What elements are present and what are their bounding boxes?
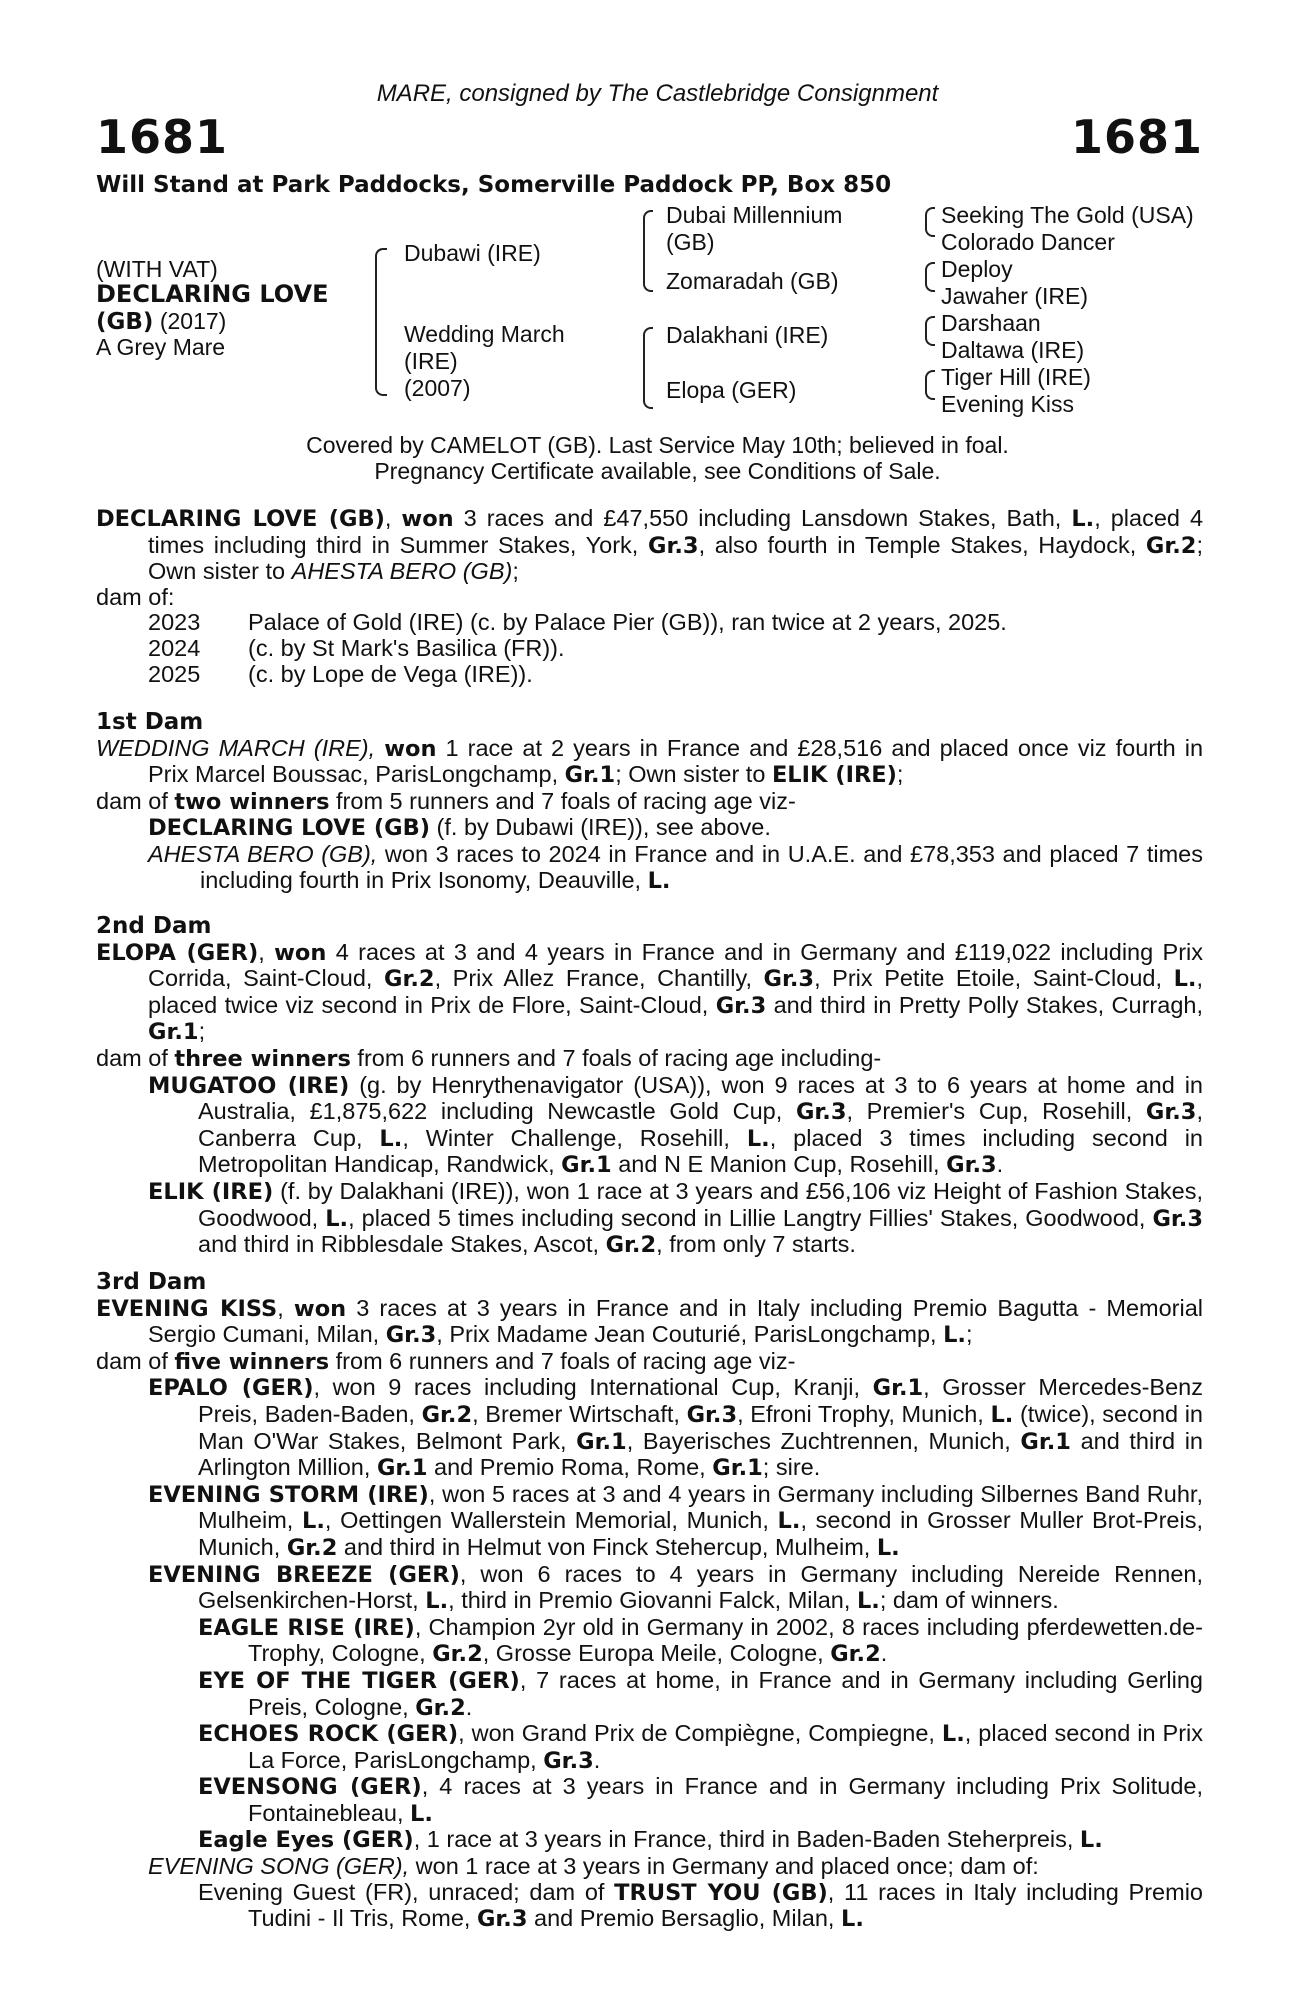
grandchild-echoes-rock	[198, 1721, 1203, 1774]
first-dam-dam-of	[96, 789, 1203, 816]
child-name: ELIK (IRE)	[148, 1178, 274, 1205]
second-dam-won: won	[274, 939, 327, 966]
grade: L.	[841, 1906, 864, 1933]
summary-gr2: Gr.2	[1145, 532, 1197, 559]
t: , placed 5 times including second in Lillie Langtry Fillies' Stakes, Goodwood,	[348, 1204, 1153, 1231]
brace-g2	[925, 221, 935, 237]
child-name: AHESTA BERO (GB),	[148, 840, 378, 867]
ped-sire-sire	[666, 202, 842, 256]
summary-dam-of: dam of:	[96, 583, 175, 610]
summary-text-1: 3 races and £47,550 including Lansdown Stakes, Bath,	[453, 505, 1072, 531]
t: , second in Grosser Muller Brot-Preis, Munich,	[198, 1507, 1203, 1560]
ped-g6: Daltawa (IRE)	[941, 337, 1085, 363]
horse-vat: (WITH VAT)	[96, 256, 218, 282]
lot-number-left: 1681	[96, 110, 229, 164]
third-dam-heading: 3rd Dam	[96, 1269, 207, 1295]
grade: L.	[941, 1721, 965, 1748]
second-dam-heading: 2nd Dam	[96, 913, 212, 939]
summary-text-2: , placed 4 times including third in Summer Stakes, York,	[148, 505, 1204, 558]
t: , third in Premio Giovanni Falck, Milan,	[448, 1587, 857, 1614]
t: , Oettingen Wallerstein Memorial, Munich,	[324, 1507, 778, 1534]
t: and third in Arlington Million,	[198, 1427, 1203, 1481]
summary-text-5: ;	[512, 558, 519, 585]
t: 4 races at 3 and 4 years in France and in Germany and £119,022 including Prix Corrida, Saint-Cloud,	[148, 938, 1203, 992]
third-dam-winners: five winners	[174, 1348, 330, 1375]
t: .	[880, 1640, 888, 1667]
t: , Bayerisches Zuchtrennen, Munich,	[626, 1427, 1021, 1454]
t: , 4 races at 3 years in France and in Germany including Prix Solitude, Fontainebleau,	[248, 1773, 1203, 1826]
t: , placed 3 times including second in Metropolitan Handicap, Randwick,	[198, 1124, 1203, 1178]
grade: Gr.2	[415, 1694, 466, 1721]
t: (twice), second in Man O'War Stakes, Belmont Park,	[198, 1400, 1203, 1454]
t: , Premier's Cup, Rosehill,	[846, 1098, 1146, 1125]
ped-g3: Deploy	[941, 256, 1013, 282]
grade: L.	[777, 1508, 801, 1535]
ped-g1: Seeking The Gold (USA)	[941, 202, 1194, 228]
child-name: EVENING STORM (IRE)	[148, 1481, 429, 1508]
t: ; dam of winners.	[879, 1587, 1059, 1614]
t: ,	[277, 1294, 294, 1321]
covered-note	[0, 432, 1315, 484]
grade: Gr.2	[830, 1641, 881, 1668]
first-dam-child-2	[148, 842, 1203, 894]
grade: L.	[379, 1125, 403, 1152]
grade: L.	[943, 1322, 966, 1349]
t: , Grosser Mercedes-Benz Preis, Baden-Baden,	[198, 1374, 1203, 1427]
second-dam-paragraph	[96, 940, 1203, 1046]
child-name: EVENSONG (GER)	[198, 1774, 422, 1801]
t: , 7 races at home, in France and in Germany including Gerling Preis, Cologne,	[248, 1666, 1203, 1720]
brace-dam	[375, 332, 387, 396]
t: and Premio Bersaglio, Milan,	[527, 1905, 841, 1932]
child-name: EPALO (GER)	[148, 1375, 314, 1402]
brace-sire	[375, 248, 387, 334]
third-dam-section	[96, 1270, 1203, 1933]
ped-g7: Tiger Hill (IRE)	[941, 364, 1091, 390]
t: (f. by Dalakhani (IRE)), won 1 race at 3 years and £56,106 viz Height of Fashion Stakes, Goodwood,	[198, 1177, 1204, 1231]
ped-dam-dam: Elopa (GER)	[666, 377, 797, 403]
second-dam-dam-of	[96, 1046, 1203, 1073]
child-name: EVENING SONG (GER),	[148, 1853, 410, 1880]
ped-sire-sire-name: Dubai Millennium	[666, 202, 843, 228]
child-name: EAGLE RISE (IRE)	[198, 1614, 415, 1641]
child-name: EYE OF THE TIGER (GER)	[198, 1667, 520, 1694]
ped-g4: Jawaher (IRE)	[941, 283, 1088, 309]
grade: L.	[990, 1401, 1014, 1428]
produce-year: 2024	[148, 634, 201, 661]
ped-dam-year: (2007)	[404, 375, 471, 401]
consignment-subtitle: MARE, consigned by The Castlebridge Consignment	[376, 80, 939, 107]
grandchild-eagle-rise	[198, 1615, 1203, 1668]
ped-g2: Colorado Dancer	[941, 229, 1115, 255]
t: , won 6 races to 4 years in Germany including Nereide Rennen, Gelsenkirchen-Horst,	[198, 1560, 1203, 1614]
grade: Gr.3	[795, 1099, 847, 1126]
child-evening-song	[148, 1854, 1203, 1880]
first-dam-text-2: ; Own sister to	[615, 761, 772, 788]
t: ;	[965, 1321, 973, 1348]
t: , Grosse Europa Meile, Cologne,	[482, 1640, 831, 1667]
ped-dam-origin: (IRE)	[404, 348, 458, 374]
grade: L.	[425, 1588, 449, 1615]
first-dam-winners: two winners	[174, 788, 330, 815]
summary-text-3: , also fourth in Temple Stakes, Haydock,	[698, 531, 1146, 558]
produce-row	[96, 610, 1203, 636]
child-evening-breeze	[148, 1562, 1203, 1615]
brace-sd	[643, 250, 653, 292]
grade: Gr.3	[476, 1906, 528, 1933]
t: dam of	[96, 1347, 175, 1374]
grade: Gr.1	[148, 1019, 199, 1046]
produce-year: 2025	[148, 660, 201, 687]
t: ;	[198, 1018, 206, 1045]
location-line: Will Stand at Park Paddocks, Somerville Paddock PP, Box 850	[96, 172, 892, 198]
t: .	[465, 1693, 473, 1720]
t: , won 5 races at 3 and 4 years in Germany including Silbernes Band Ruhr, Mulheim,	[198, 1480, 1203, 1534]
grandchild-eagle-eyes	[198, 1827, 1203, 1854]
first-dam-dam-of-b: from 5 runners and 7 foals of racing age viz-	[329, 787, 796, 814]
t: (g. by Henrythenavigator (USA)), won 9 races at 3 to 6 years at home and in Australia, £1,875,622 including Newcastle Gold Cup,	[198, 1071, 1203, 1125]
ped-g8: Evening Kiss	[941, 391, 1074, 417]
grade: Gr.1	[576, 1428, 627, 1455]
second-dam-child-mugatoo	[148, 1073, 1203, 1179]
summary-won: won	[401, 506, 454, 532]
grade: Gr.2	[286, 1534, 338, 1561]
brace-ds	[643, 327, 653, 373]
t: ; sire.	[762, 1454, 821, 1481]
second-dam-section	[96, 914, 1203, 1259]
grade: Gr.2	[384, 966, 435, 993]
second-dam-child-elik	[148, 1179, 1203, 1259]
lot-number-right: 1681	[1070, 110, 1203, 164]
first-dam-name: WEDDING MARCH (IRE),	[96, 734, 376, 761]
first-dam-won: won	[384, 735, 437, 762]
t: , 11 races in Italy including Premio Tudini - Il Tris, Rome,	[248, 1878, 1203, 1932]
t: and N E Manion Cup, Rosehill,	[611, 1151, 947, 1178]
brace-g8	[925, 384, 935, 400]
grade: Gr.3	[715, 992, 767, 1019]
produce-text: Palace of Gold (IRE) (c. by Palace Pier (GB)), ran twice at 2 years, 2025.	[248, 609, 1007, 636]
t: won 1 race at 3 years in Germany and placed once; dam of:	[409, 1853, 1039, 1880]
covered-line-1: Covered by CAMELOT (GB). Last Service May 10th; believed in foal.	[306, 432, 1009, 458]
child-name: TRUST YOU (GB)	[614, 1879, 828, 1906]
child-name: Eagle Eyes (GER)	[198, 1827, 414, 1854]
t: 3 races at 3 years in France and in Italy including Premio Bagutta - Memorial Sergio Cumani, Milan,	[148, 1294, 1203, 1348]
t: dam of	[96, 1044, 175, 1071]
grade: L.	[856, 1588, 880, 1615]
ped-g5: Darshaan	[941, 310, 1041, 336]
grade: Gr.2	[432, 1641, 483, 1668]
t: , from only 7 starts.	[656, 1231, 856, 1258]
second-dam-name: ELOPA (GER)	[96, 939, 259, 966]
produce-text: (c. by Lope de Vega (IRE)).	[248, 660, 533, 687]
ped-sire: Dubawi (IRE)	[404, 240, 541, 266]
third-dam-dam-of	[96, 1349, 1203, 1376]
t: from 6 runners and 7 foals of racing age viz-	[329, 1347, 796, 1374]
horse-name: DECLARING LOVE	[96, 280, 329, 308]
summary-sister: AHESTA BERO (GB)	[291, 558, 513, 585]
produce-row	[96, 662, 1203, 688]
child-evening-storm	[148, 1482, 1203, 1562]
second-dam-winners: three winners	[174, 1045, 351, 1072]
t: , Prix Madame Jean Couturié, ParisLongchamp,	[436, 1321, 944, 1348]
t: , Prix Petite Etoile, Saint-Cloud,	[814, 965, 1174, 992]
ped-dam	[404, 321, 565, 402]
first-dam-child-1	[148, 815, 1203, 842]
t: and third in Pretty Polly Stakes, Curragh,	[766, 991, 1203, 1018]
t: , Efroni Trophy, Munich,	[737, 1400, 991, 1427]
summary-horse-name: DECLARING LOVE (GB)	[96, 506, 385, 532]
ped-dam-name: Wedding March	[404, 321, 565, 347]
third-dam-name: EVENING KISS	[96, 1295, 278, 1322]
grade: Gr.3	[946, 1152, 997, 1179]
grade: L.	[1079, 1827, 1103, 1854]
horse-description: A Grey Mare	[96, 334, 226, 360]
grade: L.	[1173, 966, 1197, 993]
t: , Winter Challenge, Rosehill,	[402, 1124, 747, 1151]
grade: Gr.1	[872, 1375, 924, 1402]
t: , Bremer Wirtschaft,	[472, 1400, 687, 1427]
ped-dam-sire: Dalakhani (IRE)	[666, 322, 829, 348]
t: and third in Helmut von Finck Stehercup, Mulheim,	[337, 1533, 877, 1560]
t: .	[996, 1151, 1004, 1178]
grandchild-evensong	[198, 1774, 1203, 1827]
summary-section	[96, 506, 1203, 687]
ped-sire-dam: Zomaradah (GB)	[666, 268, 839, 294]
grade: Gr.3	[543, 1747, 594, 1774]
ped-sire-sire-origin: (GB)	[666, 229, 715, 255]
third-dam-won: won	[293, 1295, 347, 1322]
child-name: MUGATOO (IRE)	[148, 1072, 350, 1099]
grade: Gr.1	[561, 1152, 612, 1179]
third-dam-paragraph	[96, 1296, 1203, 1349]
child-name: EVENING BREEZE (GER)	[148, 1561, 460, 1588]
grade: Gr.3	[1145, 1099, 1197, 1126]
produce-year: 2023	[148, 609, 201, 636]
brace-g4	[925, 276, 935, 292]
grade: Gr.3	[686, 1401, 738, 1428]
grade: Gr.1	[712, 1455, 763, 1482]
child-text: (f. by Dubawi (IRE)), see above.	[430, 814, 771, 841]
summary-gr3: Gr.3	[648, 532, 699, 559]
t: Evening Guest (FR), unraced; dam of	[198, 1878, 615, 1905]
grade: L.	[876, 1534, 900, 1561]
t: , 1 race at 3 years in France, third in Baden-Baden Steherpreis,	[413, 1826, 1080, 1853]
t: , placed second in Prix La Force, ParisLongchamp,	[248, 1720, 1204, 1773]
grade: L.	[746, 1125, 770, 1152]
t: .	[593, 1746, 601, 1773]
child-text: won 3 races to 2024 in France and in U.A.E. and £78,353 and placed 7 times including fourth in Prix Isonomy, Deauville,	[200, 840, 1203, 893]
grade: L.	[325, 1205, 349, 1232]
grade: Gr.3	[1152, 1205, 1203, 1232]
grade: Gr.1	[376, 1455, 428, 1482]
child-name: ECHOES ROCK (GER)	[198, 1721, 459, 1748]
grade: Gr.3	[763, 966, 815, 993]
produce-row	[96, 636, 1203, 662]
brace-dd	[643, 371, 653, 409]
covered-line-2: Pregnancy Certificate available, see Conditions of Sale.	[374, 458, 941, 484]
child-epalo	[148, 1375, 1203, 1481]
child-listed: L.	[647, 867, 671, 894]
summary-text-4: ; Own sister to	[148, 531, 1203, 585]
t: , placed twice viz second in Prix de Flore, Saint-Cloud,	[148, 965, 1203, 1018]
second-dam-comma: ,	[258, 938, 275, 965]
horse-origin-year	[96, 308, 226, 335]
grade: Gr.2	[605, 1232, 657, 1259]
produce-text: (c. by St Mark's Basilica (FR)).	[248, 634, 565, 661]
t: , won Grand Prix de Compiègne, Compiegne,	[458, 1720, 942, 1747]
first-dam-text-1: 1 race at 2 years in France and £28,516 and placed once viz fourth in Prix Marcel Boussac, ParisLongchamp,	[148, 734, 1204, 788]
grade: L.	[410, 1800, 433, 1827]
grandchild-eye-of-the-tiger	[198, 1668, 1203, 1721]
grade: Gr.3	[385, 1322, 437, 1349]
t: , Prix Allez France, Chantilly,	[434, 965, 764, 992]
first-dam-paragraph	[96, 736, 1203, 789]
brace-ss	[643, 210, 653, 252]
t: , Champion 2yr old in Germany in 2002, 8 races including pferdewetten.de-Trophy, Cologne,	[248, 1613, 1203, 1667]
child-name: DECLARING LOVE (GB)	[148, 815, 430, 842]
grade: Gr.1	[1020, 1428, 1071, 1455]
grade: Gr.2	[421, 1401, 473, 1428]
first-dam-section	[96, 710, 1203, 894]
t: and Premio Roma, Rome,	[427, 1454, 713, 1481]
summary-paragraph: DECLARING LOVE (GB), won 3 races and £47,550 including Lansdown Stakes, Bath, L., placed 4 times including third in Summer Stakes, York, Gr.3, also fourth in Temple Stakes, Haydock, Gr.2; Own sister to AHESTA BERO (GB);	[96, 505, 1204, 585]
first-dam-dam-of-a: dam of	[96, 787, 175, 814]
grade: L.	[302, 1508, 325, 1535]
t: , Canberra Cup,	[198, 1098, 1203, 1151]
brace-g6	[925, 330, 935, 346]
horse-origin: (GB)	[96, 309, 154, 335]
t: from 6 runners and 7 foals of racing age including-	[350, 1044, 882, 1071]
t: , won 9 races including International Cup, Kranji,	[313, 1374, 873, 1401]
summary-listed: L.	[1071, 506, 1095, 532]
first-dam-sister: ELIK (IRE)	[771, 762, 897, 789]
horse-year: (2017)	[153, 308, 227, 334]
t: and third in Ribblesdale Stakes, Ascot,	[198, 1231, 606, 1258]
first-dam-gr1: Gr.1	[564, 762, 616, 789]
grandchild-evening-guest	[198, 1880, 1203, 1933]
first-dam-text-3: ;	[896, 761, 904, 788]
first-dam-heading: 1st Dam	[96, 709, 204, 735]
